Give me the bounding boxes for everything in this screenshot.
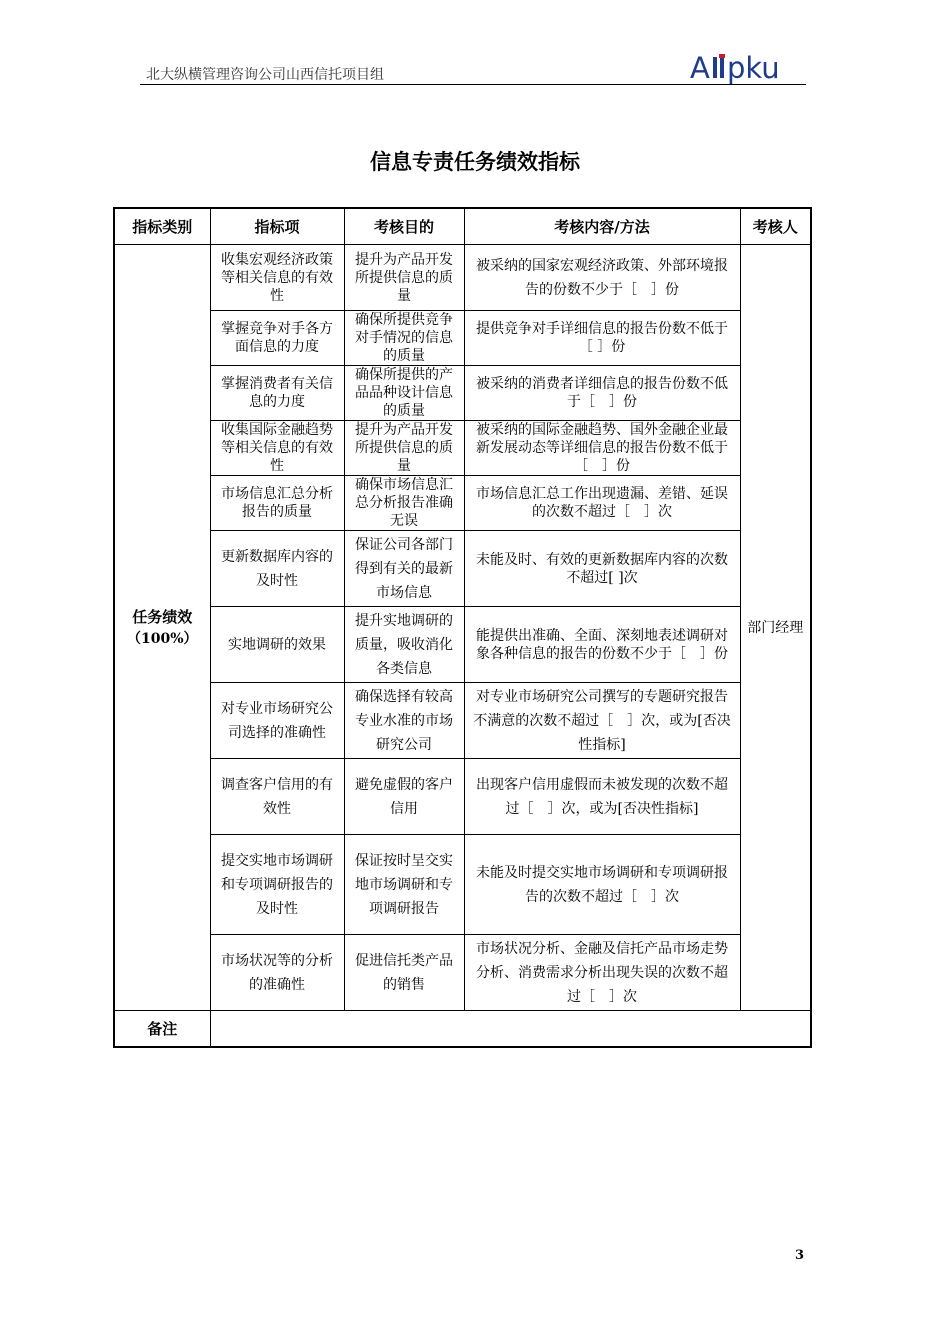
- remarks-label: 备注: [114, 1011, 210, 1048]
- method-cell: 对专业市场研究公司撰写的专题研究报告不满意的次数不超过［ ］次，或为[否决性指标]: [464, 683, 740, 759]
- method-cell: 市场状况分析、金融及信托产品市场走势分析、消费需求分析出现失误的次数不超过［ ］次: [464, 935, 740, 1011]
- col-header-reviewer: 考核人: [740, 208, 811, 245]
- item-cell: 实地调研的效果: [210, 607, 344, 683]
- item-cell: 市场信息汇总分析报告的质量: [210, 476, 344, 531]
- method-cell: 市场信息汇总工作出现遗漏、差错、延误的次数不超过［ ］次: [464, 476, 740, 531]
- page-number: 3: [795, 1248, 805, 1263]
- col-header-method: 考核内容/方法: [464, 208, 740, 245]
- method-cell: 被采纳的消费者详细信息的报告份数不低于［ ］份: [464, 366, 740, 421]
- svg-text:pku: pku: [727, 51, 780, 84]
- col-header-category: 指标类别: [114, 208, 210, 245]
- table-row: [114, 531, 811, 607]
- table-row: [114, 245, 811, 311]
- purpose-cell: 避免虚假的客户信用: [344, 759, 464, 835]
- category-cell: [114, 245, 210, 1011]
- table-row: [114, 835, 811, 935]
- header-org-text: 北大纵横管理咨询公司山西信托项目组: [146, 67, 384, 83]
- table-header-row: [114, 208, 811, 245]
- method-cell: 被采纳的国际金融趋势、国外金融企业最新发展动态等详细信息的报告份数不低于［ ］份: [464, 421, 740, 476]
- table-row: [114, 421, 811, 476]
- item-cell: 对专业市场研究公司选择的准确性: [210, 683, 344, 759]
- method-cell: 未能及时提交实地市场调研和专项调研报告的次数不超过［ ］次: [464, 835, 740, 935]
- performance-table: [113, 207, 812, 1048]
- table-row: [114, 311, 811, 366]
- item-cell: 市场状况等的分析的准确性: [210, 935, 344, 1011]
- item-cell: 调查客户信用的有效性: [210, 759, 344, 835]
- method-cell: 出现客户信用虚假而未被发现的次数不超过［ ］次，或为[否决性指标]: [464, 759, 740, 835]
- table-row: [114, 683, 811, 759]
- item-cell: 收集宏观经济政策等相关信息的有效性: [210, 245, 344, 311]
- table-row: [114, 759, 811, 835]
- purpose-cell: 确保市场信息汇总分析报告准确无误: [344, 476, 464, 531]
- item-cell: 提交实地市场调研和专项调研报告的及时性: [210, 835, 344, 935]
- table-row: [114, 366, 811, 421]
- purpose-cell: 确保所提供竞争对手情况的信息的质量: [344, 311, 464, 366]
- page-title: 信息专责任务绩效指标: [370, 150, 580, 174]
- table-row: [114, 935, 811, 1011]
- purpose-cell: 保证公司各部门得到有关的最新市场信息: [344, 531, 464, 607]
- category-label: 任务绩效: [132, 607, 193, 626]
- method-cell: 提供竞争对手详细信息的报告份数不低于［ ］份: [464, 311, 740, 366]
- method-cell: 能提供出准确、全面、深刻地表述调研对象各种信息的报告的份数不少于［ ］份: [464, 607, 740, 683]
- purpose-cell: 确保选择有较高专业水准的市场研究公司: [344, 683, 464, 759]
- method-cell: 被采纳的国家宏观经济政策、外部环境报告的份数不少于［ ］份: [464, 245, 740, 311]
- item-cell: 掌握消费者有关信息的力度: [210, 366, 344, 421]
- purpose-cell: 确保所提供的产品品种设计信息的质量: [344, 366, 464, 421]
- table-row: [114, 476, 811, 531]
- method-cell: 未能及时、有效的更新数据库内容的次数不超过[ ]次: [464, 531, 740, 607]
- item-cell: 掌握竞争对手各方面信息的力度: [210, 311, 344, 366]
- reviewer-cell: 部门经理: [740, 245, 811, 1011]
- remarks-row: [114, 1011, 811, 1048]
- item-cell: 收集国际金融趋势等相关信息的有效性: [210, 421, 344, 476]
- svg-text:A: A: [690, 51, 710, 84]
- company-logo: [690, 48, 808, 84]
- remarks-value: [210, 1011, 811, 1048]
- category-weight: （100%）: [126, 630, 198, 647]
- purpose-cell: 保证按时呈交实地市场调研和专项调研报告: [344, 835, 464, 935]
- col-header-item: 指标项: [210, 208, 344, 245]
- purpose-cell: 提升为产品开发所提供信息的质量: [344, 421, 464, 476]
- table-row: [114, 607, 811, 683]
- col-header-purpose: 考核目的: [344, 208, 464, 245]
- purpose-cell: 提升实地调研的质量，吸收消化各类信息: [344, 607, 464, 683]
- purpose-cell: 提升为产品开发所提供信息的质量: [344, 245, 464, 311]
- header-rule: [140, 84, 806, 85]
- purpose-cell: 促进信托类产品的销售: [344, 935, 464, 1011]
- item-cell: 更新数据库内容的及时性: [210, 531, 344, 607]
